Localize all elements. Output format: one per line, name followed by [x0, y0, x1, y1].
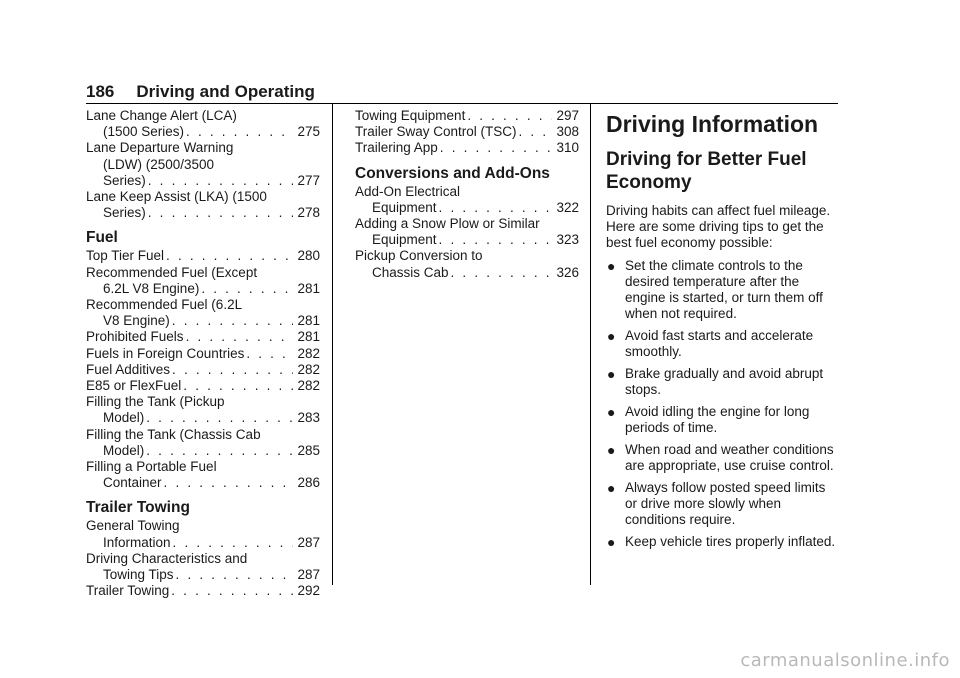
tips-list	[606, 258, 838, 550]
toc-group-safety	[86, 108, 320, 221]
list-item	[606, 534, 838, 550]
toc-page-number: 282	[297, 378, 320, 394]
bullet-icon: ●	[607, 441, 616, 458]
heading-better-fuel-economy: Driving for Better Fuel Economy	[606, 149, 807, 193]
toc-group-towing	[355, 108, 579, 157]
toc-page-number: 297	[556, 108, 579, 123]
toc-entry-text: E85 or FlexFuel	[86, 378, 182, 394]
list-item-text: Always follow posted speed limits or drive more slowly when conditions require.	[625, 479, 826, 527]
toc-entry	[86, 394, 320, 426]
leader-dots	[201, 281, 293, 297]
leader-dots	[148, 205, 294, 221]
toc-entry	[86, 248, 320, 264]
toc-entry	[86, 551, 320, 583]
toc-page-number: 282	[297, 361, 320, 377]
toc-entry	[86, 346, 320, 362]
toc-entry-text: Fuels in Foreign Countries	[86, 345, 245, 361]
toc-line	[86, 535, 320, 551]
toc-entry	[86, 189, 320, 221]
toc-entry-text: Pickup Conversion to	[355, 248, 483, 264]
toc-entry-text: Equipment	[372, 232, 437, 248]
toc-line	[86, 108, 320, 124]
toc-line	[355, 200, 579, 216]
leader-dots	[146, 410, 293, 426]
toc-group-fuel	[86, 248, 320, 491]
list-item-text: Avoid fast starts and accelerate smoothly.	[625, 327, 814, 360]
toc-entry-text: Prohibited Fuels	[86, 329, 184, 345]
bullet-icon: ●	[607, 533, 616, 550]
list-item	[606, 442, 838, 474]
list-item	[606, 404, 838, 436]
toc-page-number: 285	[297, 442, 320, 458]
leader-dots	[166, 248, 293, 264]
toc-entry	[86, 297, 320, 329]
toc-entry	[355, 248, 579, 280]
toc-entry-text: Trailering App	[355, 140, 438, 156]
leader-dots	[439, 232, 553, 248]
toc-page-number: 322	[556, 199, 579, 215]
toc-entry-text: Lane Keep Assist (LKA) (1500	[86, 189, 267, 205]
toc-line	[86, 173, 320, 189]
section-title-fuel: Fuel	[86, 229, 118, 247]
toc-page-number: 283	[297, 410, 320, 426]
toc-line	[86, 378, 320, 394]
toc-line	[86, 281, 320, 297]
toc-line	[86, 475, 320, 491]
toc-entry-text: General Towing	[86, 518, 180, 534]
toc-line	[86, 346, 320, 362]
list-item	[606, 328, 838, 360]
toc-page-number: 287	[297, 534, 320, 550]
toc-column-1	[86, 108, 320, 599]
toc-entry-text: Lane Change Alert (LCA)	[86, 108, 237, 123]
toc-entry	[86, 140, 320, 189]
leader-dots	[519, 124, 553, 140]
header-rule	[86, 103, 838, 104]
toc-entry-text: Lane Departure Warning	[86, 140, 234, 156]
toc-entry-text: Filling the Tank (Chassis Cab	[86, 426, 261, 442]
leader-dots	[148, 173, 294, 189]
toc-line	[355, 140, 579, 156]
toc-entry-text: Trailer Towing	[86, 583, 170, 599]
toc-entry-text: Recommended Fuel (6.2L	[86, 297, 243, 313]
toc-group-trailer-towing	[86, 518, 320, 599]
toc-line	[86, 518, 320, 534]
leader-dots	[440, 140, 553, 156]
toc-entry-text: Towing Equipment	[355, 108, 466, 123]
bullet-icon: ●	[607, 365, 616, 382]
toc-entry-text: Add-On Electrical	[355, 183, 461, 199]
leader-dots	[183, 378, 293, 394]
toc-entry	[86, 108, 320, 140]
toc-line	[86, 329, 320, 345]
bullet-icon: ●	[607, 327, 616, 344]
toc-entry	[86, 378, 320, 394]
toc-entry	[355, 184, 579, 216]
leader-dots	[439, 200, 553, 216]
toc-entry	[86, 362, 320, 378]
chapter-title: Driving and Operating	[136, 82, 315, 101]
list-item	[606, 480, 838, 529]
leader-dots	[186, 329, 294, 345]
toc-column-2	[355, 108, 579, 281]
toc-line	[86, 443, 320, 459]
leader-dots	[146, 443, 293, 459]
toc-page-number: 281	[297, 280, 320, 296]
toc-entry-text: Series)	[103, 172, 146, 188]
toc-entry-text: Container	[103, 475, 162, 491]
toc-page-number: 326	[556, 264, 579, 280]
heading-driving-information: Driving Information	[606, 111, 819, 137]
toc-entry-text: Adding a Snow Plow or Similar	[355, 216, 540, 232]
toc-line	[86, 313, 320, 329]
toc-line	[86, 567, 320, 583]
list-item-text: Avoid idling the engine for long periods of time.	[625, 403, 810, 435]
toc-entry-text: Recommended Fuel (Except	[86, 264, 258, 280]
leader-dots	[173, 535, 294, 551]
list-item-text: Keep vehicle tires properly inflated.	[625, 533, 836, 549]
toc-line	[355, 108, 579, 124]
toc-line	[355, 265, 579, 281]
leader-dots	[171, 583, 293, 599]
watermark: carmanualsonline.info	[740, 650, 950, 671]
toc-entry-text: Driving Characteristics and	[86, 550, 248, 566]
toc-page-number: 282	[297, 345, 320, 361]
toc-line	[86, 189, 320, 205]
toc-entry-text: Information	[103, 534, 171, 550]
toc-entry-text: Filling the Tank (Pickup	[86, 394, 225, 410]
intro-paragraph: Driving habits can affect fuel mileage. Here are some driving tips to get the best fuel economy possible:	[606, 203, 831, 251]
toc-entry	[86, 427, 320, 459]
toc-entry-text: Series)	[103, 205, 146, 221]
toc-entry-text: Top Tier Fuel	[86, 248, 165, 264]
leader-dots	[186, 124, 293, 140]
leader-dots	[172, 313, 294, 329]
toc-line	[355, 184, 579, 200]
toc-entry-text: Model)	[103, 442, 145, 458]
toc-entry	[86, 583, 320, 599]
toc-line	[86, 265, 320, 281]
toc-entry-text: 6.2L V8 Engine)	[103, 280, 200, 296]
toc-line	[355, 216, 579, 232]
toc-page-number: 281	[297, 313, 320, 329]
toc-page-number: 277	[297, 172, 320, 188]
toc-entry-text: Filling a Portable Fuel	[86, 459, 217, 475]
section-title-conversions: Conversions and Add-Ons	[355, 164, 550, 182]
toc-line	[86, 205, 320, 221]
bullet-icon: ●	[607, 479, 616, 496]
toc-page-number: 281	[297, 329, 320, 345]
toc-line	[86, 157, 320, 173]
list-item-text: Brake gradually and avoid abrupt stops.	[625, 365, 824, 398]
leader-dots	[246, 346, 293, 362]
toc-page-number: 292	[297, 583, 320, 599]
toc-line	[86, 140, 320, 156]
toc-entry-text: V8 Engine)	[103, 313, 170, 329]
page-header	[86, 82, 315, 104]
list-item	[606, 366, 838, 398]
toc-page-number: 280	[297, 248, 320, 264]
toc-line	[86, 362, 320, 378]
toc-page-number: 308	[556, 124, 579, 140]
leader-dots	[467, 108, 552, 124]
toc-line	[355, 248, 579, 264]
bullet-icon: ●	[607, 257, 616, 274]
toc-entry-text: (1500 Series)	[103, 124, 185, 140]
toc-entry-text: Equipment	[372, 199, 437, 215]
toc-entry-text: Towing Tips	[103, 567, 174, 583]
toc-line	[86, 297, 320, 313]
leader-dots	[176, 567, 294, 583]
leader-dots	[164, 475, 294, 491]
toc-line	[86, 459, 320, 475]
toc-entry	[355, 216, 579, 248]
toc-group-conversions	[355, 184, 579, 281]
toc-entry	[355, 140, 579, 156]
toc-entry	[86, 518, 320, 550]
column-divider-1	[332, 103, 333, 585]
toc-line	[86, 551, 320, 567]
list-item	[606, 258, 838, 323]
bullet-icon: ●	[607, 403, 616, 420]
list-item-text: Set the climate controls to the desired temperature after the engine is started, or turn them off when not required.	[625, 257, 823, 322]
list-item-text: When road and weather conditions are appropriate, use cruise control.	[625, 441, 834, 473]
toc-page-number: 287	[297, 567, 320, 583]
toc-page-number: 278	[297, 205, 320, 221]
toc-entry	[86, 459, 320, 491]
toc-entry-text: Chassis Cab	[372, 264, 449, 280]
section-title-trailer-towing: Trailer Towing	[86, 499, 190, 517]
toc-line	[86, 427, 320, 443]
toc-line	[86, 248, 320, 264]
toc-entry	[86, 329, 320, 345]
toc-entry-text: Fuel Additives	[86, 361, 171, 377]
leader-dots	[172, 362, 293, 378]
toc-line	[355, 232, 579, 248]
toc-entry-text: Trailer Sway Control (TSC)	[355, 124, 517, 140]
toc-line	[86, 124, 320, 140]
toc-entry	[355, 124, 579, 140]
content-column	[606, 108, 838, 550]
toc-line	[86, 583, 320, 599]
leader-dots	[451, 265, 553, 281]
toc-entry-text: (LDW) (2500/3500	[103, 156, 215, 172]
toc-entry	[355, 108, 579, 124]
page-number: 186	[86, 82, 115, 101]
toc-line	[86, 410, 320, 426]
toc-entry-text: Model)	[103, 410, 145, 426]
toc-page-number: 275	[297, 124, 320, 140]
toc-page-number: 323	[556, 232, 579, 248]
toc-entry	[86, 265, 320, 297]
toc-page-number: 310	[556, 140, 579, 156]
toc-line	[355, 124, 579, 140]
column-divider-2	[590, 103, 591, 585]
toc-page-number: 286	[297, 475, 320, 491]
toc-line	[86, 394, 320, 410]
